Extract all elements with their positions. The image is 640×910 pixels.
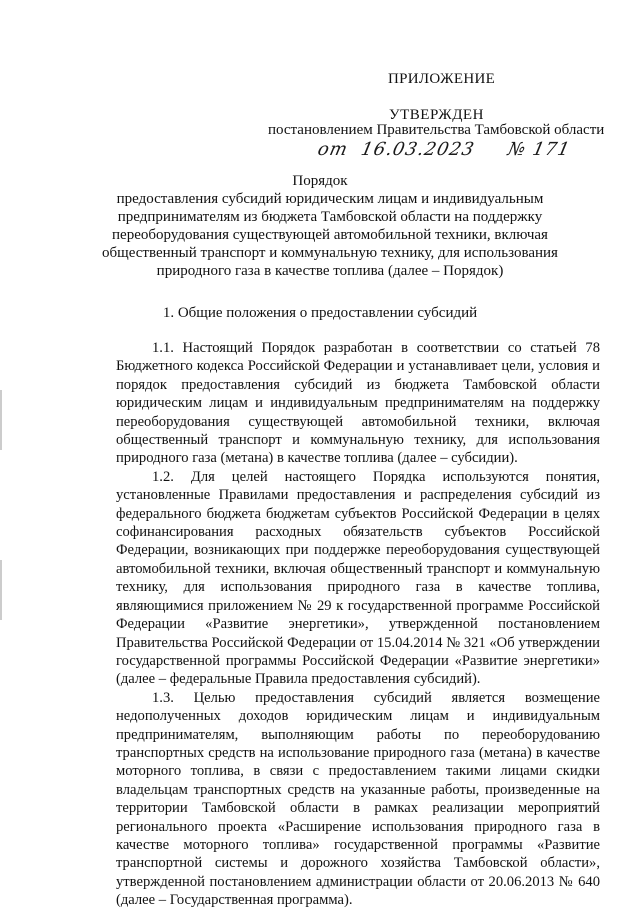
paragraph-1-2: 1.2. Для целей настоящего Порядка используются понятия, установленные Правилами предоставления и распределения субсидий из федерального бюджета бюджетам субъектов Российской Федерации в целях софинансирования расходных обязательств субъектов Российской Федерации, возникающих при поддержке переоборудования существующей автомобильной техники, включая общественный транспорт и коммунальную технику, для использования природного газа в качестве топлива, являющимися приложением № 29 к государственной программе Российской Федерации «Развитие энергетики», утвержденной постановлением Правительства Российской Федерации от 15.04.2014 № 321 «Об утверждении государственной программы Российской Федерации «Развитие энергетики» (далее – федеральные Правила предоставления субсидий). bbox=[116, 468, 600, 688]
scan-edge bbox=[0, 0, 3, 905]
document-title: Порядок bbox=[292, 173, 348, 189]
decree-line: постановлением Правительства Тамбовской области bbox=[268, 122, 605, 138]
appendix-label: ПРИЛОЖЕНИЕ bbox=[388, 71, 496, 87]
handwritten-date-number: от 16.03.2023 № 171 bbox=[315, 139, 573, 160]
paragraph-1-1: 1.1. Настоящий Порядок разработан в соответствии со статьей 78 Бюджетного кодекса Российской Федерации и устанавливает цели, условия и порядок предоставления субсидий из бюджета Тамбовской области юридическим лицам и индивидуальным предпринимателям на поддержку переоборудования существующей автомобильной техники, включая общественный транспорт и коммунальную технику, для использования природного газа (метана) в качестве топлива (далее – субсидии). bbox=[116, 340, 600, 467]
document-body bbox=[116, 339, 600, 910]
approved-label: УТВЕРЖДЕН bbox=[389, 107, 484, 123]
paragraph-1-3: 1.3. Целью предоставления субсидий является возмещение недополученных доходов юридическим лицам и индивидуальным предпринимателям, выполняющим работы по переоборудованию транспортных средств на использование природного газа (метана) в качестве моторного топлива, в связи с предоставлением такими лицами скидки владельцам транспортных средств на указанные работы, произведенные на территории Тамбовской области в рамках реализации мероприятий регионального проекта «Расширение использования природного газа в качестве моторного топлива» государственной программы «Развитие транспортной системы и дорожного хозяйства Тамбовской области», утвержденной постановлением администрации области от 20.06.2013 № 640 (далее – Государственная программа). bbox=[116, 689, 600, 909]
document-subtitle: предоставления субсидий юридическим лицам и индивидуальным предпринимателям из бюджета Тамбовской области на поддержку переоборудования существующей автомобильной техники, включая общественный транспорт и коммунальную технику, для использования природного газа в качестве топлива (далее – Порядок) bbox=[102, 191, 558, 279]
section-heading: 1. Общие положения о предоставлении субсидий bbox=[162, 305, 478, 321]
